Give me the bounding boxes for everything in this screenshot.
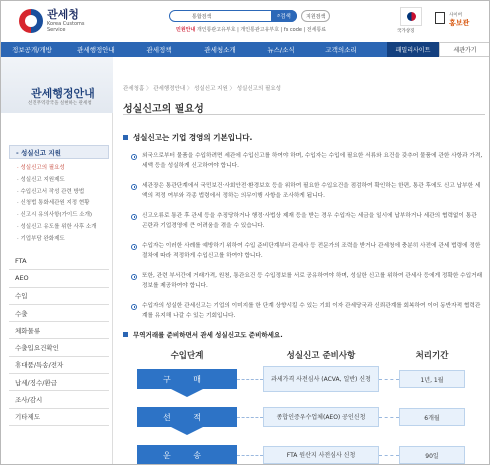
connector-line xyxy=(237,379,263,380)
flow-heading-text: 무역거래를 준비하면서 관세 성실신고도 준비하세요. xyxy=(133,331,283,339)
stage-step: 선 적 xyxy=(137,407,237,427)
sidebar-menu xyxy=(9,253,109,426)
sidebar-item-tax[interactable]: 납세/징수/환급 xyxy=(9,374,109,391)
sidebar-banner xyxy=(1,57,113,113)
prep-item: 과세가격 사전심사 (ACVA, 일반) 신청 xyxy=(263,366,379,392)
period-badge: 90일 xyxy=(399,446,465,464)
intro-heading xyxy=(123,132,252,143)
site-logo[interactable] xyxy=(19,9,85,33)
list-item xyxy=(131,272,483,292)
cyber-promo-link[interactable] xyxy=(433,7,487,34)
bullet-square-icon xyxy=(123,332,128,337)
sidebar-sub-item[interactable]: · 신청법 통화세관원 지정 현황 xyxy=(17,200,90,207)
search-button[interactable] xyxy=(271,10,297,22)
search-button-label: 검색 xyxy=(280,14,291,20)
list-item xyxy=(131,182,483,202)
nav-item-voice[interactable]: 고객의소리 xyxy=(325,46,357,54)
sidebar xyxy=(1,57,113,465)
sidebar-sub-item[interactable]: · 성실신고의 필요성 xyxy=(17,165,65,171)
stage-flow xyxy=(137,369,237,465)
world-site-button[interactable]: 세관가기 xyxy=(439,42,490,57)
title-divider xyxy=(123,114,485,115)
nav-item-admin-guide[interactable]: 관세행정안내 xyxy=(77,46,115,54)
breadcrumb[interactable]: 관세청홈 〉 관세행정안내 〉 성실신고 지원 〉 성실신고의 필요성 xyxy=(123,86,282,92)
sidebar-item-investigation[interactable]: 조사/감시 xyxy=(9,391,109,408)
sidebar-section-header[interactable]: - 성실신고 지원 xyxy=(9,145,109,159)
logo-english-2: Service xyxy=(47,27,66,33)
info-icon xyxy=(131,214,137,220)
sidebar-item-fta[interactable]: FTA xyxy=(9,253,109,270)
search-icon: ⌕ xyxy=(277,12,281,19)
site-header xyxy=(1,1,490,41)
search-input[interactable]: 통합검색 xyxy=(169,10,297,22)
period-badge: 6개월 xyxy=(399,408,465,426)
quick-link-list[interactable]: 개인통관고유부호 | 개인통관고유부호 | fs code | 전세통료 xyxy=(196,27,327,33)
paragraph-text: 또한, 관련 부서간에 거래가격, 원천, 통관요건 등 수입정보를 서로 공유하여야 하며, 성실한 신고를 위하여 관세사 등에게 정확한 수입거래 정보를 제공하여야 합니다. xyxy=(142,273,483,290)
nav-item-news[interactable]: 뉴스/소식 xyxy=(267,46,295,54)
connector-line xyxy=(379,417,399,418)
paragraph-text: 신고오류로 통관 후 관세 등을 추징당하거나 행정·사법상 제재 등을 받는 경우 수입자는 세금을 일시에 납부하거나 세관의 협력없이 통관 곤란과 기업경영에 큰 어려움을 겪을 수 있습니다. xyxy=(142,213,477,229)
prep-item: 종합인증우수업체(AEO) 공인신청 xyxy=(263,407,379,427)
family-site-button[interactable]: 패밀리사이트 xyxy=(387,42,439,57)
period-badge: 1년, 1월 xyxy=(399,370,465,388)
sidebar-item-requirements[interactable]: 수출입요건확인 xyxy=(9,339,109,356)
sidebar-sub-list xyxy=(17,163,109,246)
paragraph-list xyxy=(131,152,483,333)
down-arrow-icon xyxy=(171,389,203,397)
list-item xyxy=(131,302,483,322)
sidebar-item-aeo[interactable]: AEO xyxy=(9,270,109,287)
flow-heading xyxy=(123,330,283,339)
taegeuk-icon xyxy=(407,12,416,21)
sidebar-title: 관세행정안내 xyxy=(31,87,95,100)
main-nav xyxy=(1,42,490,57)
bullet-square-icon xyxy=(123,135,128,140)
sidebar-item-other[interactable]: 기타제도 xyxy=(9,409,109,426)
connector-line xyxy=(237,455,263,456)
detail-search-button[interactable]: 지원검색 xyxy=(301,10,330,22)
paragraph-text: 수입자의 성실한 관세신고는 기업의 이미지를 한 단계 상향시킬 수 있는 기회 이자 관세당국과 신뢰관계를 회복하여 이어 동반자적 협력관계를 유지해 나갈 수 있는 기회입니다. xyxy=(142,303,481,320)
info-icon xyxy=(131,154,137,160)
sidebar-sub-item[interactable]: · 신고시 유의사항(가이드 소개) xyxy=(17,212,93,219)
info-icon xyxy=(131,184,137,190)
intro-text: 성실신고는 기업 경영의 기본입니다. xyxy=(133,133,253,142)
connector-line xyxy=(237,417,263,418)
logo-english-1: Korea Customs xyxy=(47,21,85,27)
national-flag-icon[interactable] xyxy=(400,7,422,26)
info-icon xyxy=(131,274,137,280)
sidebar-subtitle: 선진무역강국을 실현하는 관세청 xyxy=(28,101,92,106)
stage-step: 운 송 xyxy=(137,445,237,465)
search-area xyxy=(169,10,330,22)
quick-link-highlight[interactable]: 민원안내 xyxy=(176,27,196,33)
paragraph-text: 수입자는 이러한 사례를 예방하기 위하여 수입 준비단계부터 관세사 등 전문가의 조력을 받거나 관세청에 충분히 사전에 관세 법령에 정한 절차에 따라 적정하게 수입신고를 하여야 합니다. xyxy=(142,243,481,260)
page-title: 성실신고의 필요성 xyxy=(123,104,204,115)
nav-item-info[interactable]: 정보공개/개방 xyxy=(12,46,52,54)
down-arrow-icon xyxy=(171,427,203,435)
list-item xyxy=(131,242,483,262)
sidebar-sub-item[interactable]: · 성실신고 유도를 위한 사후 소개 xyxy=(17,223,97,230)
connector-line xyxy=(379,455,399,456)
sidebar-sub-item[interactable]: · 기업부담 완화제도 xyxy=(17,235,65,242)
column-header-period: 처리기간 xyxy=(415,351,449,361)
paragraph-text: 세관장은 통관단계에서 국민보건·사회안전·환경보호 등을 위하여 필요한 수입요건을 점검하여 확인하는 한편, 통관 후에도 신고 납부한 세액의 적정 여부와 각종 법령에서 정하는 의무이행 사항을 조사하게 됩니다. xyxy=(142,183,481,199)
prep-item: FTA 원산지 사전심사 신청 xyxy=(263,446,379,464)
quick-links xyxy=(176,26,326,33)
info-icon xyxy=(131,304,137,310)
logo-emblem-icon xyxy=(19,9,43,33)
nav-item-policy[interactable]: 관세정책 xyxy=(146,46,172,54)
sidebar-sub-item[interactable]: · 성실신고 지원제도 xyxy=(17,176,65,183)
paragraph-text: 외국으로부터 물품을 수입하려면 세관에 수입신고를 하여야 하며, 수입자는 수입에 필요한 서류와 요건을 갖추어 물품에 관한 사항과 가격, 세액 등을 성실하게 신고하여야 합니다. xyxy=(142,153,483,169)
nav-item-about[interactable]: 관세청소개 xyxy=(204,46,236,54)
stage-step: 구 매 xyxy=(137,369,237,389)
national-symbol-label[interactable]: 국가상징 xyxy=(397,29,415,34)
sidebar-item-export[interactable]: 수출 xyxy=(9,305,109,322)
sidebar-item-logistics[interactable]: 체화물류 xyxy=(9,322,109,339)
list-item xyxy=(131,212,483,232)
sidebar-item-travel[interactable]: 휴대품/특송/전자 xyxy=(9,357,109,374)
sidebar-sub-item[interactable]: · 수입신고서 작성 관련 방법 xyxy=(17,188,85,195)
column-header-stage: 수입단계 xyxy=(170,351,204,361)
promo-big-text: 홍보관 xyxy=(449,19,470,27)
column-header-prep: 성실신고 준비사항 xyxy=(286,351,356,361)
sidebar-item-import[interactable]: 수입 xyxy=(9,288,109,305)
main-content xyxy=(117,57,490,465)
list-item xyxy=(131,152,483,172)
logo-korean: 관세청 xyxy=(47,8,79,21)
info-icon xyxy=(131,244,137,250)
promo-small-text: 사이버 xyxy=(449,13,463,18)
promo-icon xyxy=(435,12,445,24)
connector-line xyxy=(379,379,399,380)
